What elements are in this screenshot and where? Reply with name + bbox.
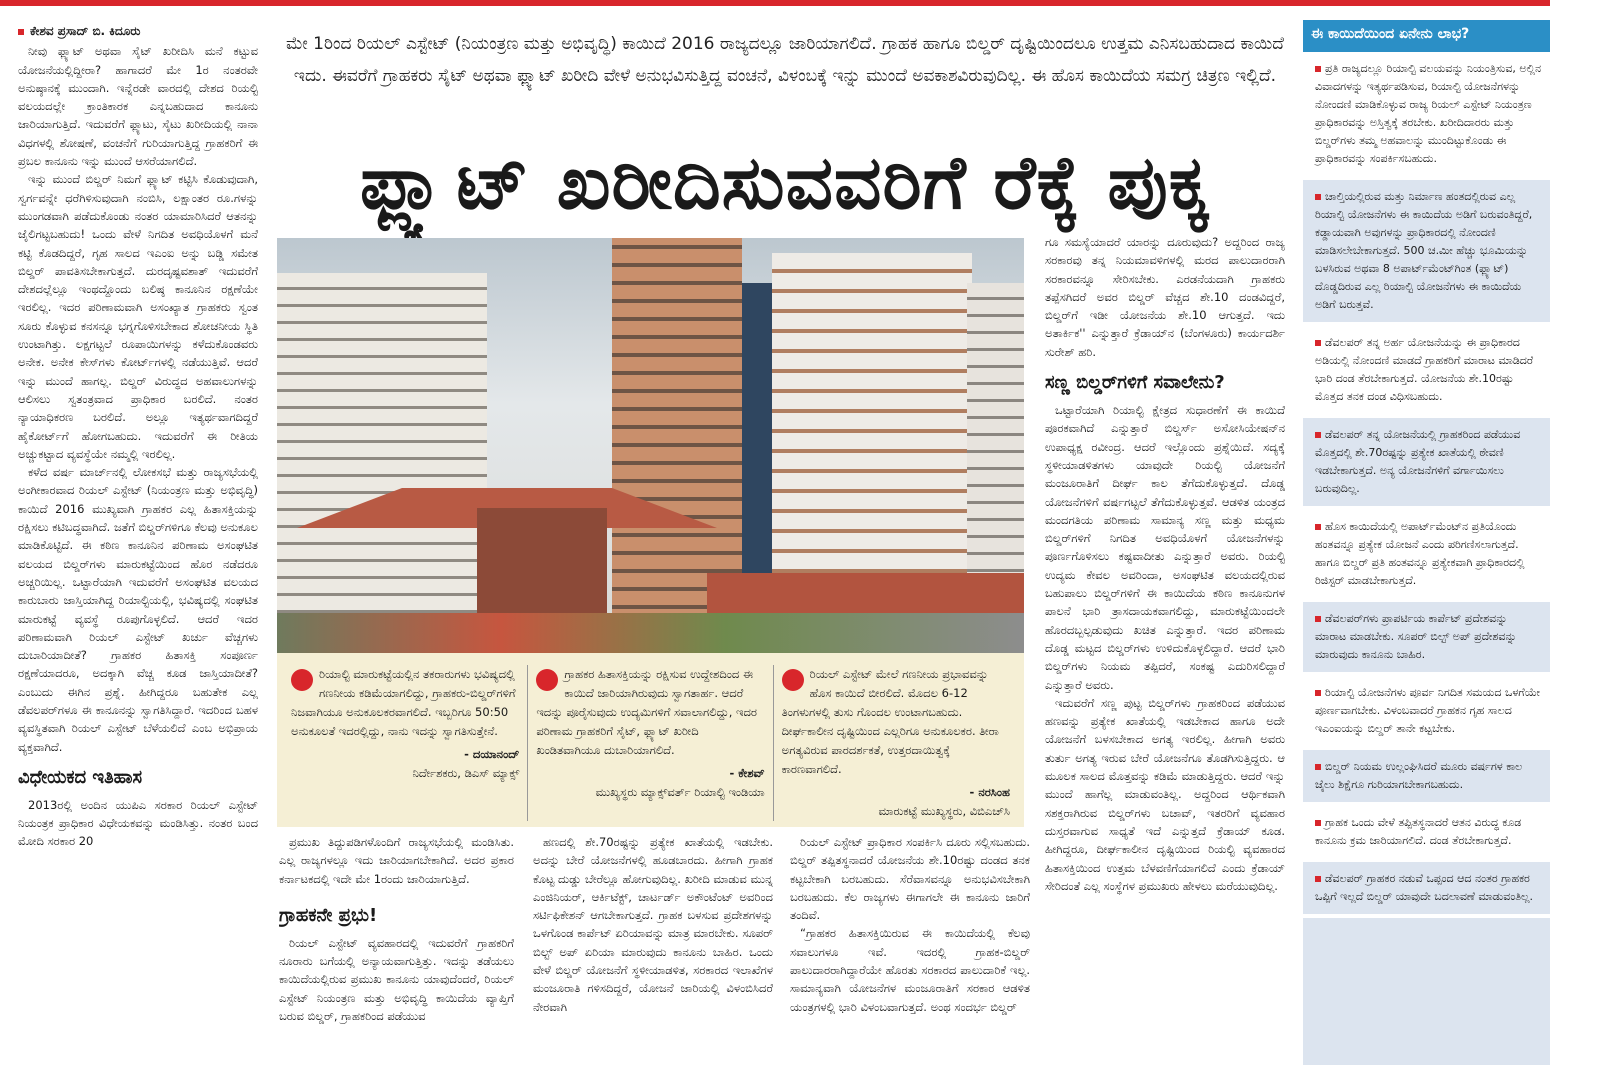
paragraph: ಒಟ್ಟಾರೆಯಾಗಿ ರಿಯಾಲ್ಟಿ ಕ್ಷೇತ್ರದ ಸುಧಾರಣೆಗೆ ಈ ಕಾಯಿದೆ ಪೂರಕವಾಗಿದೆ ಎನ್ನುತ್ತಾರೆ ಬಿಲ್ಡರ್ಸ್ ಅಸೋಸಿಯೇಷನ್‌ನ ಉಪಾಧ್ಯಕ್ಷ ರವೀಂದ್ರ. ಆದರೆ ಇಲ್ಲೊಂದು ಪ್ರಶ್ನೆಯಿದೆ. ಸದ್ಯಕ್ಕೆ ಸ್ಥಳೀಯಾಡಳಿತಗಳು ಯಾವುದೇ ರಿಯಲ್ಟಿ ಯೋಜನೆಗೆ ಮಂಜೂರಾತಿಗೆ ದೀರ್ಘ ಕಾಲ ತೆಗೆದುಕೊಳ್ಳುತ್ತದೆ. ದೊಡ್ಡ ಯೋಜನೆಗಳಿಗೆ ವರ್ಷಗಟ್ಟಲೆ ತೆಗೆದುಕೊಳ್ಳುತ್ತವೆ. ಆಡಳಿತ ಯಂತ್ರದ ಮಂದಗತಿಯ ಪರಿಣಾಮ ಸಾಮಾನ್ಯ ಸಣ್ಣ ಮತ್ತು ಮಧ್ಯಮ ಬಿಲ್ಡರ್‌ಗಳಿಗೆ ನಿಗದಿತ ಅವಧಿಯೊಳಗೆ ಯೋಜನೆಗಳನ್ನು ಪೂರ್ಣಗೊಳಿಸಲು ಕಷ್ಟವಾದೀತು ಎನ್ನುತ್ತಾರೆ ಅವರು. ರಿಯಲ್ಟಿ ಉದ್ಯಮ ಕೇವಲ ಅವರಿಂದಾ, ಅಸಂಘಟಿತ ವಲಯದಲ್ಲಿರುವ ಬಹುಪಾಲು ಬಿಲ್ಡರ್‌ಗಳಿಗೆ ಈ ಕಾಯಿದೆಯ ಕಠಿಣ ಕಾನೂನುಗಳ ಪಾಲನೆ ಭಾರಿ ತ್ರಾಸದಾಯಕವಾಗಲಿದ್ದು, ಮಾರುಕಟ್ಟೆಯಿಂದಲೇ ಹೊರದಬ್ಬಲ್ಪಡುವುದು ಖಚಿತ ಎನ್ನುತ್ತಾರೆ. ಇದರ ಪರಿಣಾಮ ದೊಡ್ಡ ಮಟ್ಟದ ಬಿಲ್ಡರ್‌ಗಳು ಉಳಿದುಕೊಳ್ಳಲಿದ್ದಾರೆ. ಆದರೆ ಭಾರಿ ಬಿಲ್ಡರ್‌ಗಳು ನಿಯಮ ತಪ್ಪಿದರೆ, ಸಂಕಷ್ಟ ಎದುರಿಸಲಿದ್ದಾರೆ ಎನ್ನುತ್ತಾರೆ ಅವರು. [1045, 403, 1285, 692]
benefit-text: ಚಾಲ್ತಿಯಲ್ಲಿರುವ ಮತ್ತು ನಿರ್ಮಾಣ ಹಂತದಲ್ಲಿರುವ ಎಲ್ಲ ರಿಯಾಲ್ಟಿ ಯೋಜನೆಗಳು ಈ ಕಾಯಿದೆಯ ಅಡಿಗೆ ಬರುವಂತಿದ್ದರೆ, ಕಡ್ಡಾಯವಾಗಿ ಅವುಗಳನ್ನು ಪ್ರಾಧಿಕಾರದಲ್ಲಿ ನೋಂದಣಿ ಮಾಡಿಸಲೇಬೇಕಾಗುತ್ತದೆ. 500 ಚ.ಮೀ ಹೆಚ್ಚು ಭೂಮಿಯನ್ನು ಬಳಸಿರುವ ಅಥವಾ 8 ಅಪಾರ್ಟ್‌ಮೆಂಟ್‌ಗಿಂತ (ಫ್ಲ್ಯಾಟ್) ದೊಡ್ಡದಿರುವ ಎಲ್ಲ ರಿಯಾಲ್ಟಿ ಯೋಜನೆಗಳು ಈ ಕಾಯಿದೆಯ ಅಡಿಗೆ ಬರುತ್ತವೆ. [1315, 190, 1533, 311]
benefit-text: ಡೆವಲಪರ್ ಗ್ರಾಹಕರ ನಡುವೆ ಒಪ್ಪಂದ ಆದ ನಂತರ ಗ್ರಾಹಕರ ಒಪ್ಪಿಗೆ ಇಲ್ಲದೆ ಬಿಲ್ಡರ್ ಯಾವುದೇ ಬದಲಾವಣೆ ಮಾಡುವಂತಿಲ್ಲ. [1315, 872, 1533, 903]
bullet-square-icon [1315, 820, 1321, 826]
bullet-square-icon [18, 29, 24, 35]
benefit-item [1303, 806, 1550, 862]
bullet-square-icon [1315, 432, 1321, 438]
benefit-item [1303, 418, 1550, 510]
quote-text: ರಿಯಾಲ್ಟಿ ಮಾರುಕಟ್ಟೆಯಲ್ಲಿನ ತಕರಾರುಗಳು ಭವಿಷ್ಯದಲ್ಲಿ ಗಣನೀಯ ಕಡಿಮೆಯಾಗಲಿದ್ದು, ಗ್ರಾಹಕರು-ಬಿಲ್ಡರ್‌ಗಳಿಗೆ ನಿಜವಾಗಿಯೂ ಅನುಕೂಲಕರವಾಗಲಿದೆ. ಇಬ್ಬರಿಗೂ 50:50 ಅನುಕೂಲತೆ ಇದರಲ್ಲಿದ್ದು, ನಾನು ಇದನ್ನು ಸ್ವಾಗತಿಸುತ್ತೇನೆ. [291, 667, 516, 738]
paragraph: ಪ್ರಮುಖ ತಿದ್ದುಪಡಿಗಳೊಂದಿಗೆ ರಾಜ್ಯಸಭೆಯಲ್ಲಿ ಮಂಡಿಸಿತು. ಎಲ್ಲ ರಾಜ್ಯಗಳಲ್ಲೂ ಇದು ಜಾರಿಯಾಗಬೇಕಾಗಿದೆ. ಅದರ ಪ್ರಕಾರ ಕರ್ನಾಟಕದಲ್ಲಿ ಇದೇ ಮೇ 1ರಂದು ಜಾರಿಯಾಗುತ್ತಿದೆ. [279, 835, 514, 886]
paragraph: ಹಣದಲ್ಲಿ ಶೇ.70ರಷ್ಟನ್ನು ಪ್ರತ್ಯೇಕ ಖಾತೆಯಲ್ಲಿ ಇಡಬೇಕು. ಅದನ್ನು ಬೇರೆ ಯೋಜನೆಗಳಲ್ಲಿ ಹೂಡಬಾರದು. ಹೀಗಾಗಿ ಗ್ರಾಹಕ ಕೊಟ್ಟ ದುಡ್ಡು ಬೇರೆಲ್ಲೂ ಹೋಗುವುದಿಲ್ಲ. ಖರೀದಿ ಮಾಡುವ ಮುನ್ನ ಎಂಜಿನಿಯರ್, ಆರ್ಕಿಟೆಕ್ಟ್, ಚಾರ್ಟರ್ಡ್ ಅಕೌಂಟೆಂಟ್ ಅವರಿಂದ ಸರ್ಟಿಫಿಕೇಶನ್ ಆಗಬೇಕಾಗುತ್ತದೆ. ಗ್ರಾಹಕ ಬಳಸುವ ಪ್ರದೇಶಗಳನ್ನು ಒಳಗೊಂಡ ಕಾರ್ಪೆಟ್ ಏರಿಯಾವನ್ನು ಮಾತ್ರ ಮಾರಬೇಕು. ಸೂಪರ್ ಬಿಲ್ಟ್ ಅಪ್ ಏರಿಯಾ ಮಾರುವುದು ಕಾನೂನು ಬಾಹಿರ. ಒಂದು ವೇಳೆ ಬಿಲ್ಡರ್ ಯೋಜನೆಗೆ ಸ್ಥಳೀಯಾಡಳಿತ, ಸರಕಾರದ ಇಲಾಖೆಗಳ ಮಂಜೂರಾತಿ ಗಳಿಸದಿದ್ದರೆ, ಯೋಜನೆ ಜಾರಿಯಲ್ಲಿ ವಿಳಂಬಿಸಿದರೆ ನೇರವಾಗಿ [533, 835, 773, 1014]
benefit-item [1303, 676, 1550, 750]
bullet-square-icon [1315, 690, 1321, 696]
benefit-text: ಹೊಸ ಕಾಯಿದೆಯಲ್ಲಿ ಅಪಾರ್ಟ್‌ಮೆಂಟ್‌ನ ಪ್ರತಿಯೊಂದು ಹಂತವನ್ನೂ ಪ್ರತ್ಯೇಕ ಯೋಜನೆ ಎಂದು ಪರಿಗಣಿಸಲಾಗುತ್ತದೆ. ಹಾಗೂ ಬಿಲ್ಡರ್ ಪ್ರತಿ ಹಂತವನ್ನೂ ಪ್ರತ್ಯೇಕವಾಗಿ ಪ್ರಾಧಿಕಾರದಲ್ಲಿ ರಿಜಿಸ್ಟರ್ ಮಾಡಬೇಕಾಗುತ್ತದೆ. [1315, 520, 1525, 587]
intro-blurb: ಮೇ 1ರಿಂದ ರಿಯಲ್ ಎಸ್ಟೇಟ್ (ನಿಯಂತ್ರಣ ಮತ್ತು ಅಭಿವೃದ್ಧಿ) ಕಾಯಿದೆ 2016 ರಾಜ್ಯದಲ್ಲೂ ಜಾರಿಯಾಗಲಿದೆ. ಗ್ರಾಹಕ ಹಾಗೂ ಬಿಲ್ಡರ್ ದೃಷ್ಟಿಯಿಂದಲೂ ಉತ್ತಮ ಎನಿಸಬಹುದಾದ ಕಾಯಿದೆ ಇದು. ಈವರೆಗೆ ಗ್ರಾಹಕರು ಸೈಟ್ ಅಥವಾ ಫ್ಲ್ಯಾಟ್ ಖರೀದಿ ವೇಳೆ ಅನುಭವಿಸುತ್ತಿದ್ದ ವಂಚನೆ, ವಿಳಂಬಕ್ಕೆ ಇನ್ನು ಮುಂದೆ ಅವಕಾಶವಿರುವುದಿಲ್ಲ. ಈ ಹೊಸ ಕಾಯಿದೆಯ ಸಮಗ್ರ ಚಿತ್ರಣ ಇಲ್ಲಿದೆ. [286, 34, 1284, 86]
quote-role: ಮಾರುಕಟ್ಟೆ ಮುಖ್ಯಸ್ಥರು, ವಿಬಿಎಚ್‌ಸಿ [878, 804, 1010, 818]
quote-3 [774, 665, 1018, 821]
bullet-square-icon [1315, 66, 1321, 72]
quote-author: - ನರಸಿಂಹ [969, 785, 1010, 799]
bottom-column-1 [279, 833, 514, 1065]
benefit-text: ಬಿಲ್ಡರ್ ನಿಯಮ ಉಲ್ಲಂಘಿಸಿದರೆ ಮೂರು ವರ್ಷಗಳ ಕಾಲ ಜೈಲು ಶಿಕ್ಷೆಗೂ ಗುರಿಯಾಗಬೇಕಾಗಬಹುದು. [1315, 760, 1523, 791]
benefit-text: ರಿಯಾಲ್ಟಿ ಯೋಜನೆಗಳು ಪೂರ್ವ ನಿಗದಿತ ಸಮಯದ ಒಳಗೆಯೇ ಪೂರ್ಣವಾಗಬೇಕು. ವಿಳಂಬವಾದರೆ ಗ್ರಾಹಕನ ಗೃಹ ಸಾಲದ ಇಎಂಐಯನ್ನು ಬಿಲ್ಡರ್ ತಾನೇ ಕಟ್ಟಬೇಕು. [1315, 686, 1541, 735]
paragraph: “ಗ್ರಾಹಕರ ಹಿತಾಸಕ್ತಿಯಿರುವ ಈ ಕಾಯಿದೆಯಲ್ಲಿ ಕೆಲವು ಸವಾಲುಗಳೂ ಇವೆ. ಇದರಲ್ಲಿ ಗ್ರಾಹಕ-ಬಿಲ್ಡರ್ ಪಾಲುದಾರರಾಗಿದ್ದಾರೆಯೇ ಹೊರತು ಸರಕಾರದ ಪಾಲುದಾರಿಕೆ ಇಲ್ಲ. ಸಾಮಾನ್ಯವಾಗಿ ಯೋಜನೆಗಳ ಮಂಜೂರಾತಿಗೆ ಸರಕಾರ ಆಡಳಿತ ಯಂತ್ರಗಳಲ್ಲಿ ಭಾರಿ ವಿಳಂಬವಾಗುತ್ತದೆ. ಅಂಥ ಸಂದರ್ಭ ಬಿಲ್ಡರ್ [790, 926, 1030, 1014]
paragraph: ರಿಯಲ್ ಎಸ್ಟೇಟ್ ವ್ಯವಹಾರದಲ್ಲಿ ಇದುವರೆಗೆ ಗ್ರಾಹಕರಿಗೆ ನೂರಾರು ಬಗೆಯಲ್ಲಿ ಅನ್ಯಾಯವಾಗುತ್ತಿತ್ತು. ಇದನ್ನು ತಡೆಯಲು ಕಾಯಿದೆಯಲ್ಲಿರುವ ಪ್ರಮುಖ ಕಾನೂನು ಯಾವುದೆಂದರೆ, ರಿಯಲ್ ಎಸ್ಟೇಟ್ ನಿಯಂತ್ರಣ ಮತ್ತು ಅಭಿವೃದ್ಧಿ ಕಾಯಿದೆಯ ವ್ಯಾಪ್ತಿಗೆ ಬರುವ ಬಿಲ್ಡರ್, ಗ್ರಾಹಕರಿಂದ ಪಡೆಯುವ [279, 935, 514, 1024]
bullet-square-icon [1315, 616, 1321, 622]
subheading-small-builders: ಸಣ್ಣ ಬಿಲ್ಡರ್‌ಗಳಿಗೆ ಸವಾಲೇನು? [1045, 372, 1225, 394]
benefit-text: ಡೆವಲಪರ್ ತನ್ನ ಅರ್ಹ ಯೋಜನೆಯನ್ನು ಈ ಪ್ರಾಧಿಕಾರದ ಅಡಿಯಲ್ಲಿ ನೋಂದಣಿ ಮಾಡದೆ ಗ್ರಾಹಕರಿಗೆ ಮಾರಾಟ ಮಾಡಿದರೆ ಭಾರಿ ದಂಡ ತೆರಬೇಕಾಗುತ್ತದೆ. ಯೋಜನೆಯ ಶೇ.10ರಷ್ಟು ಮೊತ್ತದ ತನಕ ದಂಡ ವಿಧಿಸಬಹುದು. [1315, 336, 1534, 403]
bullet-square-icon [1315, 876, 1321, 882]
sidebar-title: ಈ ಕಾಯಿದೆಯಿಂದ ಏನೇನು ಲಾಭ? [1303, 20, 1550, 52]
benefit-item [1303, 862, 1550, 918]
quote-role: ಮುಖ್ಯಸ್ಥರು ಮ್ಯಾಕ್ಸ್‌ವರ್ತ್ ರಿಯಾಲ್ಟಿ ಇಂಡಿಯಾ [595, 785, 765, 799]
subheading-bill-history: ವಿಧೇಯಕದ ಇತಿಹಾಸ [18, 766, 143, 788]
red-dot-icon [291, 669, 313, 691]
benefit-item [1303, 750, 1550, 806]
left-column [18, 22, 258, 1067]
quote-2 [528, 665, 773, 821]
paragraph: ಕಳೆದ ವರ್ಷ ಮಾರ್ಚ್‌ನಲ್ಲಿ ಲೋಕಸಭೆ ಮತ್ತು ರಾಜ್ಯಸಭೆಯಲ್ಲಿ ಅಂಗೀಕಾರವಾದ ರಿಯಲ್ ಎಸ್ಟೇಟ್ (ನಿಯಂತ್ರಣ ಮತ್ತು ಅಭಿವೃದ್ಧಿ) ಕಾಯಿದೆ 2016 ಮುಖ್ಯವಾಗಿ ಗ್ರಾಹಕರ ಎಲ್ಲ ಹಿತಾಸಕ್ತಿಯನ್ನು ರಕ್ಷಿಸಲು ಕಟಿಬದ್ಧವಾಗಿದೆ. ಜತೆಗೆ ಬಿಲ್ಡರ್‌ಗಳಿಗೂ ಕೆಲವು ಅನುಕೂಲ ಮಾಡಿಕೊಟ್ಟಿದೆ. ಈ ಕಠಿಣ ಕಾನೂನಿನ ಪರಿಣಾಮ ಅಸಂಘಟಿತ ವಲಯದ ಬಿಲ್ಡರ್‌ಗಳು ಮಾರುಕಟ್ಟೆಯಿಂದ ಹೊರ ನಡೆದರೂ ಅಚ್ಚರಿಯಿಲ್ಲ. ಒಟ್ಟಾರೆಯಾಗಿ ಇದುವರೆಗೆ ಅಸಂಘಟಿತ ವಲಯದ ಕಾರುಬಾರು ಜಾಸ್ತಿಯಾಗಿದ್ದ ರಿಯಾಲ್ಟಿಯಲ್ಲಿ, ಭವಿಷ್ಯದಲ್ಲಿ ಸಂಘಟಿತ ಮಾರುಕಟ್ಟೆ ವ್ಯವಸ್ಥೆ ರೂಪುಗೊಳ್ಳಲಿದೆ. ಆದರೆ ಇದರ ಪರಿಣಾಮವಾಗಿ ರಿಯಲ್ ಎಸ್ಟೇಟ್ ಖರ್ಚು ವೆಚ್ಚಗಳು ದುಬಾರಿಯಾದೀತೆ? ಗ್ರಾಹಕರ ಹಿತಾಸಕ್ತಿ ಸಂಪೂರ್ಣ ರಕ್ಷಣೆಯಾದರೂ, ಅದಕ್ಕಾಗಿ ವೆಚ್ಚ ಕೂಡ ಜಾಸ್ತಿಯಾದೀತೆ? ಎಂಬುದು ಈಗಿನ ಪ್ರಶ್ನೆ. ಹೀಗಿದ್ದರೂ ಬಹುತೇಕ ಎಲ್ಲ ಡೆವಲಪರ್‌ಗಳೂ ಈ ಕಾನೂನನ್ನು ಸ್ವಾಗತಿಸಿದ್ದಾರೆ. ಇದರಿಂದ ಬಹಳ ವ್ಯವಸ್ಥಿತವಾಗಿ ರಿಯಲ್ ಎಸ್ಟೇಟ್ ಬೆಳೆಯಲಿದೆ ಎಂಬ ಅಭಿಪ್ರಾಯ ವ್ಯಕ್ತವಾಗಿದೆ. [18, 465, 258, 754]
bottom-column-2 [533, 833, 773, 1065]
top-accent-bar [0, 0, 1550, 6]
benefits-sidebar [1303, 20, 1550, 1065]
quote-author: - ದಯಾನಂದ್ [464, 747, 520, 761]
quotes-panel [277, 653, 1024, 827]
paragraph: ಗೂ ಸಮಸ್ಯೆಯಾದರೆ ಯಾರನ್ನು ದೂರುವುದು? ಅದ್ದರಿಂದ ರಾಜ್ಯ ಸರಕಾರವು ತನ್ನ ನಿಯಮಾವಳಿಗಳಲ್ಲಿ ಮರದ ಪಾಲುದಾರರಾಗಿ ಸರಕಾರವನ್ನೂ ಸೇರಿಸಬೇಕು. ಎರಡನೆಯದಾಗಿ ಗ್ರಾಹಕರು ತಪ್ಪೆಸಗಿದರೆ ಅವರ ಬಿಲ್ಡರ್ ವೆಚ್ಚದ ಶೇ.10 ದಂಡವಿದ್ದರೆ, ಬಿಲ್ಡರ್‌ಗೆ ಇಡೀ ಯೋಜನೆಯ ಶೇ.10 ಆಗುತ್ತದೆ. ಇದು ಅತಾರ್ಕಿಕ'' ಎನ್ನುತ್ತಾರೆ ಕ್ರೆಡಾಯ್‌ನ (ಬೆಂಗಳೂರು) ಕಾರ್ಯದರ್ಶಿ ಸುರೇಶ್ ಹರಿ. [1045, 235, 1285, 359]
bottom-column-3 [790, 833, 1030, 1065]
red-dot-icon [782, 669, 804, 691]
paragraph: ರಿಯಲ್ ಎಸ್ಟೇಟ್ ಪ್ರಾಧಿಕಾರ ಸಂಪರ್ಕಿಸಿ ದೂರು ಸಲ್ಲಿಸಬಹುದು. ಬಿಲ್ಡರ್ ತಪ್ಪಿತಸ್ಥನಾದರೆ ಯೋಜನೆಯ ಶೇ.10ರಷ್ಟು ದಂಡದ ತನಕ ಕಟ್ಟಬೇಕಾಗಿ ಬರಬಹುದು. ಸೆರೆವಾಸವನ್ನೂ ಅನುಭವಿಸಬೇಕಾಗಿ ಬರಬಹುದು. ಕೆಲ ರಾಜ್ಯಗಳು ಈಗಾಗಲೇ ಈ ಕಾನೂನು ಜಾರಿಗೆ ತಂದಿವೆ. [790, 835, 1030, 923]
benefit-item [1303, 180, 1550, 326]
paragraph: ಇನ್ನು ಮುಂದೆ ಬಿಲ್ಡರ್ ನಿಮಗೆ ಫ್ಲ್ಯಾಟ್ ಕಟ್ಟಿಸಿ ಕೊಡುವುದಾಗಿ, ಸ್ವರ್ಗವನ್ನೇ ಧರೆಗಿಳಿಸುವುದಾಗಿ ನಂಬಿಸಿ, ಲಕ್ಷಾಂತರ ರೂ.ಗಳನ್ನು ಮುಂಗಡವಾಗಿ ಪಡೆದುಕೊಂಡು ನಂತರ ಯಾಮಾರಿಸಿದರೆ ಆತನನ್ನು ಜೈಲಿಗಟ್ಟಬಹುದು! ಒಂದು ವೇಳೆ ನಿಗದಿತ ಅವಧಿಯೊಳಗೆ ಮನೆ ಕಟ್ಟಿ ಕೊಡದಿದ್ದರೆ, ಗೃಹ ಸಾಲದ ಇಎಂಐ ಅನ್ನು ಬಡ್ಡಿ ಸಮೇತ ಬಿಲ್ಡರ್ ಪಾವತಿಸಬೇಕಾಗುತ್ತದೆ. ದುರದೃಷ್ಟವಶಾತ್ ಇದುವರೆಗೆ ದೇಶದಲ್ಲೆಲ್ಲೂ ಇಂಥದ್ದೊಂದು ಬಲಿಷ್ಠ ಕಾನೂನಿನ ರಕ್ಷಣೆಯೇ ಇರಲಿಲ್ಲ. ಇದರ ಪರಿಣಾಮವಾಗಿ ಅಸಂಖ್ಯಾತ ಗ್ರಾಹಕರು ಸ್ವಂತ ಸೂರು ಕೊಳ್ಳುವ ಕನಸನ್ನೂ ಭಗ್ನಗೊಳಿಸಬೇಕಾದ ಶೋಚನೀಯ ಸ್ಥಿತಿ ಉಂಟಾಗಿತ್ತು. ಲಕ್ಷಗಟ್ಟಲೆ ರೂಪಾಯಿಗಳನ್ನು ಕಳೆದುಕೊಂಡವರು ಅನೇಕ. ಅನೇಕ ಕೇಸ್‌ಗಳು ಕೋರ್ಟ್‌ಗಳಲ್ಲಿ ನಡೆಯುತ್ತಿವೆ. ಆದರೆ ಇನ್ನು ಮುಂದೆ ಹಾಗಲ್ಲ. ಬಿಲ್ಡರ್ ವಿರುದ್ಧದ ಅಹವಾಲುಗಳನ್ನು ಆಲಿಸಲು ಸ್ವತಂತ್ರವಾದ ಪ್ರಾಧಿಕಾರ ಬರಲಿದೆ. ನಂತರ ನ್ಯಾಯಾಧಿಕರಣ ಬರಲಿದೆ. ಅಲ್ಲೂ ಇತ್ಯರ್ಥವಾಗದಿದ್ದರೆ ಹೈಕೋರ್ಟ್‌ಗೆ ಹೋಗಬಹುದು. ಇದುವರೆಗೆ ಈ ರೀತಿಯ ಅಚ್ಚುಕಟ್ಟಾದ ವ್ಯವಸ್ಥೆಯೇ ನಮ್ಮಲ್ಲಿ ಇರಲಿಲ್ಲ. [18, 172, 258, 461]
benefit-item [1303, 52, 1550, 180]
benefit-text: ಪ್ರತಿ ರಾಜ್ಯದಲ್ಲೂ ರಿಯಾಲ್ಟಿ ವಲಯವನ್ನು ನಿಯಂತ್ರಿಸುವ, ಅಲ್ಲಿನ ವಿವಾದಗಳನ್ನು ಇತ್ಯರ್ಥಪಡಿಸುವ, ರಿಯಾಲ್ಟಿ ಯೋಜನೆಗಳನ್ನು ನೋಂದಣಿ ಮಾಡಿಕೊಳ್ಳುವ ರಾಜ್ಯ ರಿಯಲ್ ಎಸ್ಟೇಟ್ ನಿಯಂತ್ರಣ ಪ್ರಾಧಿಕಾರವನ್ನು ಅಸ್ತಿತ್ವಕ್ಕೆ ತರಬೇಕು. ಖರೀದಿದಾರರು ಮತ್ತು ಬಿಲ್ಡರ್‌ಗಳು ತಮ್ಮ ಅಹವಾಲನ್ನು ಮುಂದಿಟ್ಟುಕೊಂಡು ಈ ಪ್ರಾಧಿಕಾರವನ್ನು ಸಂಪರ್ಕಿಸಬಹುದು. [1315, 62, 1542, 165]
paragraph: 2013ರಲ್ಲಿ ಅಂದಿನ ಯುಪಿಎ ಸರಕಾರ ರಿಯಲ್ ಎಸ್ಟೇಟ್ ನಿಯಂತ್ರಕ ಪ್ರಾಧಿಕಾರ ವಿಧೇಯಕವನ್ನು ಮಂಡಿಸಿತ್ತು. ನಂತರ ಬಂದ ಮೋದಿ ಸರಕಾರ 20 [18, 797, 258, 849]
quote-text: ರಿಯಲ್ ಎಸ್ಟೇಟ್ ಮೇಲೆ ಗಣನೀಯ ಪ್ರಭಾವವನ್ನು ಹೊಸ ಕಾಯಿದೆ ಬೀರಲಿದೆ. ಮೊದಲ 6-12 ತಿಂಗಳುಗಳಲ್ಲಿ ತುಸು ಗೊಂದಲ ಉಂಟಾಗಬಹುದು. ದೀರ್ಘಕಾಲೀನ ದೃಷ್ಟಿಯಿಂದ ಎಲ್ಲರಿಗೂ ಅನುಕೂಲಕರ. ತೀರಾ ಅಗತ್ಯವಿರುವ ಪಾರದರ್ಶಕತೆ, ಉತ್ತರದಾಯಿತ್ವಕ್ಕೆ ಕಾರಣವಾಗಲಿದೆ. [781, 667, 999, 776]
apartment-photo [277, 238, 1024, 653]
quote-author: - ಕೇಶವ್ [729, 766, 765, 780]
benefit-text: ಡೆವಲಪರ್‌ಗಳು ಪ್ರಾಪರ್ಟಿಯ ಕಾರ್ಪೆಟ್ ಪ್ರದೇಶವನ್ನು ಮಾರಾಟ ಮಾಡಬೇಕು. ಸೂಪರ್ ಬಿಲ್ಟ್ ಅಪ್ ಪ್ರದೇಶವನ್ನು ಮಾರುವುದು ಕಾನೂನು ಬಾಹಿರ. [1315, 612, 1517, 661]
quote-text: ಗ್ರಾಹಕರ ಹಿತಾಸಕ್ತಿಯನ್ನು ರಕ್ಷಿಸುವ ಉದ್ದೇಶದಿಂದ ಈ ಕಾಯಿದೆ ಜಾರಿಯಾಗಿರುವುದು ಸ್ವಾಗತಾರ್ಹ. ಆದರೆ ಇದನ್ನು ಪೂರೈಸುವುದು ಉದ್ಯಮಿಗಳಿಗೆ ಸವಾಲಾಗಲಿದ್ದು, ಇದರ ಪರಿಣಾಮ ಗ್ರಾಹಕರಿಗೆ ಸೈಟ್, ಫ್ಲ್ಯಾಟ್ ಖರೀದಿ ಖಂಡಿತವಾಗಿಯೂ ದುಬಾರಿಯಾಗಲಿದೆ. [536, 667, 758, 757]
quote-role: ನಿರ್ದೇಶಕರು, ಡಿಎಸ್ ಮ್ಯಾಕ್ಸ್ [412, 766, 520, 780]
benefits-list [1303, 52, 1550, 918]
byline-text: ಕೇಶವ ಪ್ರಸಾದ್ ಬಿ. ಕಿದೂರು [30, 24, 141, 38]
right-column [1045, 233, 1285, 1065]
benefit-item [1303, 602, 1550, 676]
benefit-text: ಡೆವಲಪರ್ ತನ್ನ ಯೋಜನೆಯಲ್ಲಿ ಗ್ರಾಹಕರಿಂದ ಪಡೆಯುವ ಮೊತ್ತದಲ್ಲಿ ಶೇ.70ರಷ್ಟನ್ನು ಪ್ರತ್ಯೇಕ ಖಾತೆಯಲ್ಲಿ ಠೇವಣಿ ಇಡಬೇಕಾಗುತ್ತದೆ. ಅನ್ಯ ಯೋಜನೆಗಳಿಗೆ ವರ್ಗಾಯಿಸಲು ಬರುವುದಿಲ್ಲ. [1315, 428, 1521, 495]
bullet-square-icon [1315, 340, 1321, 346]
benefit-text: ಗ್ರಾಹಕ ಒಂದು ವೇಳೆ ತಪ್ಪಿತಸ್ಥನಾದರೆ ಆತನ ವಿರುದ್ಧ ಕೂಡ ಕಾನೂನು ಕ್ರಮ ಜಾರಿಯಾಗಲಿದೆ. ದಂಡ ತೆರಬೇಕಾಗುತ್ತದೆ. [1315, 816, 1522, 847]
subheading-consumer-is-king: ಗ್ರಾಹಕನೇ ಪ್ರಭು! [279, 904, 378, 926]
bullet-square-icon [1315, 524, 1321, 530]
paragraph: ಇದುವರೆಗೆ ಸಣ್ಣ ಪುಟ್ಟ ಬಿಲ್ಡರ್‌ಗಳು ಗ್ರಾಹಕರಿಂದ ಪಡೆಯುವ ಹಣವನ್ನು ಪ್ರತ್ಯೇಕ ಖಾತೆಯಲ್ಲಿ ಇಡಬೇಕಾದ ಹಾಗೂ ಅದೇ ಯೋಜನೆಗೆ ಬಳಸಬೇಕಾದ ಅಗತ್ಯ ಇರಲಿಲ್ಲ. ಹೀಗಾಗಿ ಅವರು ತುರ್ತು ಅಗತ್ಯ ಇರುವ ಬೇರೆ ಯೋಜನೆಗೂ ತೊಡಗಿಸುತ್ತಿದ್ದರು. ಆ ಮೂಲಕ ಸಾಲದ ಮೊತ್ತವನ್ನು ಕಡಿಮೆ ಮಾಡುತ್ತಿದ್ದರು. ಆದರೆ ಇನ್ನು ಮುಂದೆ ಹಾಗೆಲ್ಲ ಮಾಡುವಂತಿಲ್ಲ. ಅದ್ದರಿಂದ ಆರ್ಥಿಕವಾಗಿ ಸಶಕ್ತರಾಗಿರುವ ಬಿಲ್ಡರ್‌ಗಳು ಬಚಾವ್, ಇತರರಿಗೆ ವ್ಯವಹಾರ ದುಸ್ತರವಾಗುವ ಸಾಧ್ಯತೆ ಇದೆ ಎನ್ನುತ್ತದೆ ಕ್ರೆಡಾಯ್ ಕೂಡ. ಹೀಗಿದ್ದರೂ, ದೀರ್ಘಕಾಲೀನ ದೃಷ್ಟಿಯಿಂದ ರಿಯಲ್ಟಿ ವ್ಯವಹಾರದ ಹಿತಾಸಕ್ತಿಯಿಂದ ಉತ್ತಮ ಬೆಳವಣಿಗೆಯಾಗಲಿದೆ ಎಂದು ಕ್ರೆಡಾಯ್ ಸೇರಿದಂತೆ ಎಲ್ಲ ಸಂಸ್ಥೆಗಳ ಪ್ರಮುಖರು ಹೇಳಲು ಮರೆಯುವುದಿಲ್ಲ. [1045, 695, 1285, 893]
benefit-item [1303, 326, 1550, 418]
quote-1 [283, 665, 528, 821]
paragraph: ನೀವು ಫ್ಲ್ಯಾಟ್ ಅಥವಾ ಸೈಟ್ ಖರೀದಿಸಿ ಮನೆ ಕಟ್ಟುವ ಯೋಜನೆಯಲ್ಲಿದ್ದೀರಾ? ಹಾಗಾದರೆ ಮೇ 1ರ ನಂತರವೇ ಅನುಷ್ಠಾನಕ್ಕೆ ಮುಂದಾಗಿ. ಇನ್ನೆರಡೇ ವಾರದಲ್ಲಿ ದೇಶದ ರಿಯಲ್ಟಿ ವಲಯದಲ್ಲೇ ಕ್ರಾಂತಿಕಾರಕ ಎನ್ನಬಹುದಾದ ಕಾನೂನು ಜಾರಿಯಾಗುತ್ತಿದೆ. ಇದುವರೆಗೆ ಫ್ಲ್ಯಾಟು, ಸೈಟು ಖರೀದಿಯಲ್ಲಿ ನಾನಾ ವಿಧಗಳಲ್ಲಿ ಶೋಷಣೆ, ವಂಚನೆಗೆ ಗುರಿಯಾಗುತ್ತಿದ್ದ ಗ್ರಾಹಕರಿಗೆ ಈ ಪ್ರಬಲ ಕಾನೂನು ಇನ್ನು ಮುಂದೆ ಆಸರೆಯಾಗಲಿದೆ. [18, 44, 258, 169]
bullet-square-icon [1315, 194, 1321, 200]
headline: ಫ್ಲ್ಯಾಟ್ ಖರೀದಿಸುವವರಿಗೆ ರೆಕ್ಕೆ ಪುಕ್ಕ [359, 140, 1211, 226]
byline [18, 22, 258, 40]
bullet-square-icon [1315, 764, 1321, 770]
benefit-item [1303, 510, 1550, 602]
